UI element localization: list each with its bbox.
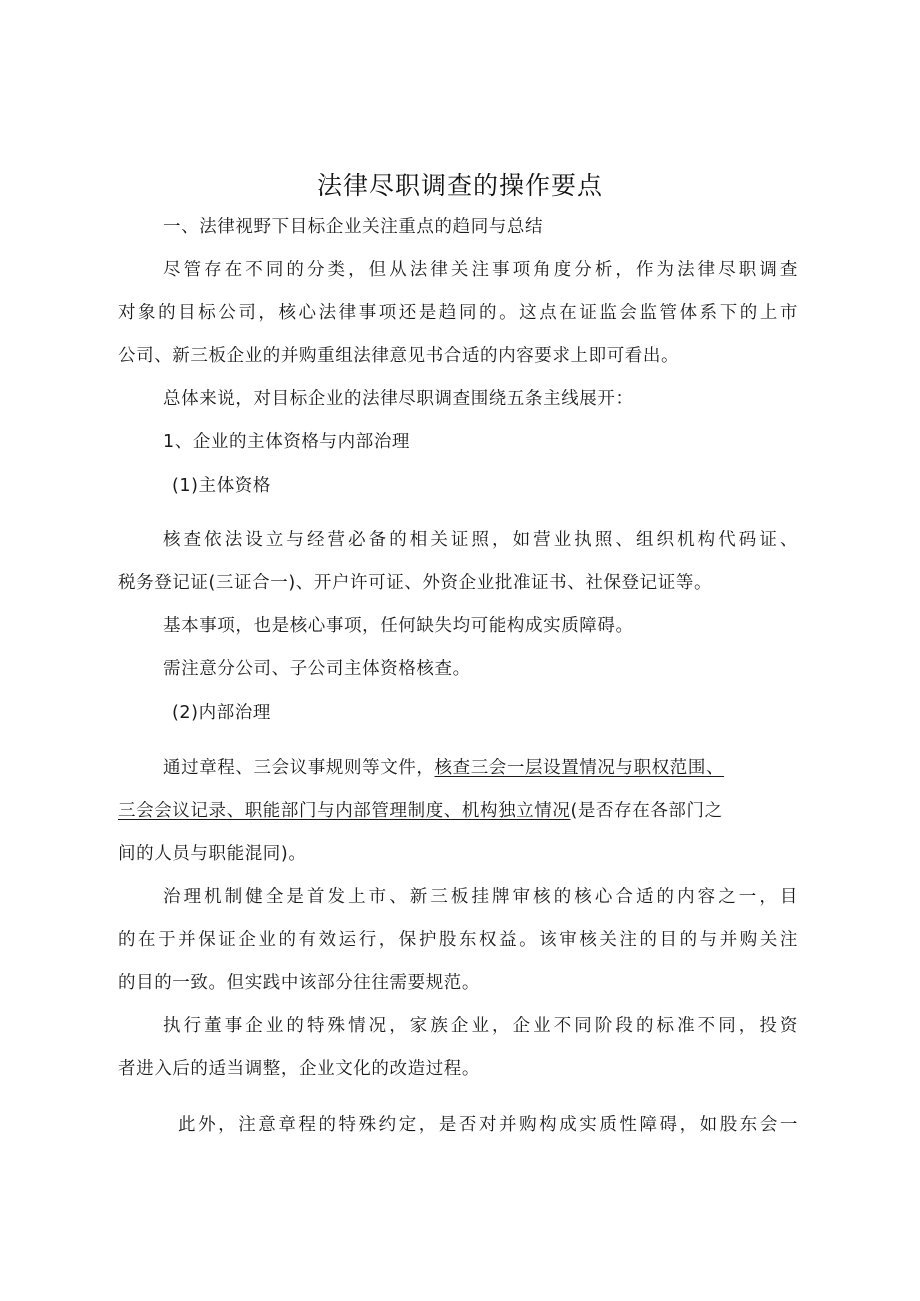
paragraph-line: 间的人员与职能混同)。 — [118, 844, 307, 864]
paragraph-line: 执行董事企业的特殊情况，家族企业，企业不同阶段的标准不同，投资 — [163, 1016, 798, 1036]
paragraph-line: 总体来说，对目标企业的法律尽职调查围绕五条主线展开： — [163, 389, 634, 409]
paragraph-line: 此外，注意章程的特殊约定，是否对并购构成实质性障碍，如股东会一 — [178, 1115, 798, 1135]
plain-text: 通过章程、三会议事规则等文件， — [163, 758, 435, 778]
document-title: 法律尽职调查的操作要点 — [316, 171, 603, 200]
paragraph-line: 核查依法设立与经营必备的相关证照，如营业执照、组织机构代码证、 — [163, 530, 798, 550]
paragraph-line: 的目的一致。但实践中该部分往往需要规范。 — [118, 973, 480, 993]
item-heading: 1、企业的主体资格与内部治理 — [163, 432, 411, 452]
subsection-heading: (2)内部治理 — [172, 703, 271, 723]
subsection-heading: (1)主体资格 — [172, 476, 271, 496]
paragraph-line — [118, 798, 798, 824]
paragraph-line: 基本事项，也是核心事项，任何缺失均可能构成实质障碍。 — [163, 616, 634, 636]
paragraph-line: 治理机制健全是首发上市、新三板挂牌审核的核心合适的内容之一，目 — [163, 887, 798, 907]
paragraph-line: 公司、新三板企业的并购重组法律意见书合适的内容要求上即可看出。 — [118, 346, 680, 366]
paragraph-line: 尽管存在不同的分类，但从法律关注事项角度分析，作为法律尽职调查 — [163, 260, 798, 280]
section-heading: 一、法律视野下目标企业关注重点的趋同与总结 — [163, 217, 544, 237]
underlined-text: 核查三会一层设置情况与职权范围、 — [434, 758, 725, 778]
paragraph-line: 需注意分公司、子公司主体资格核查。 — [163, 659, 471, 679]
underlined-text: 三会会议记录、职能部门与内部管理制度、机构独立情况 — [118, 801, 571, 821]
paragraph-line: 对象的目标公司，核心法律事项还是趋同的。这点在证监会监管体系下的上市 — [118, 303, 798, 323]
plain-text: (是否存在各部门之 — [570, 801, 723, 821]
paragraph-line: 者进入后的适当调整，企业文化的改造过程。 — [118, 1059, 480, 1079]
paragraph-line: 的在于并保证企业的有效运行，保护股东权益。该审核关注的目的与并购关注 — [118, 930, 798, 950]
paragraph-line: 税务登记证(三证合一)、开户许可证、外资企业批准证书、社保登记证等。 — [118, 573, 713, 593]
paragraph-line — [163, 755, 798, 781]
